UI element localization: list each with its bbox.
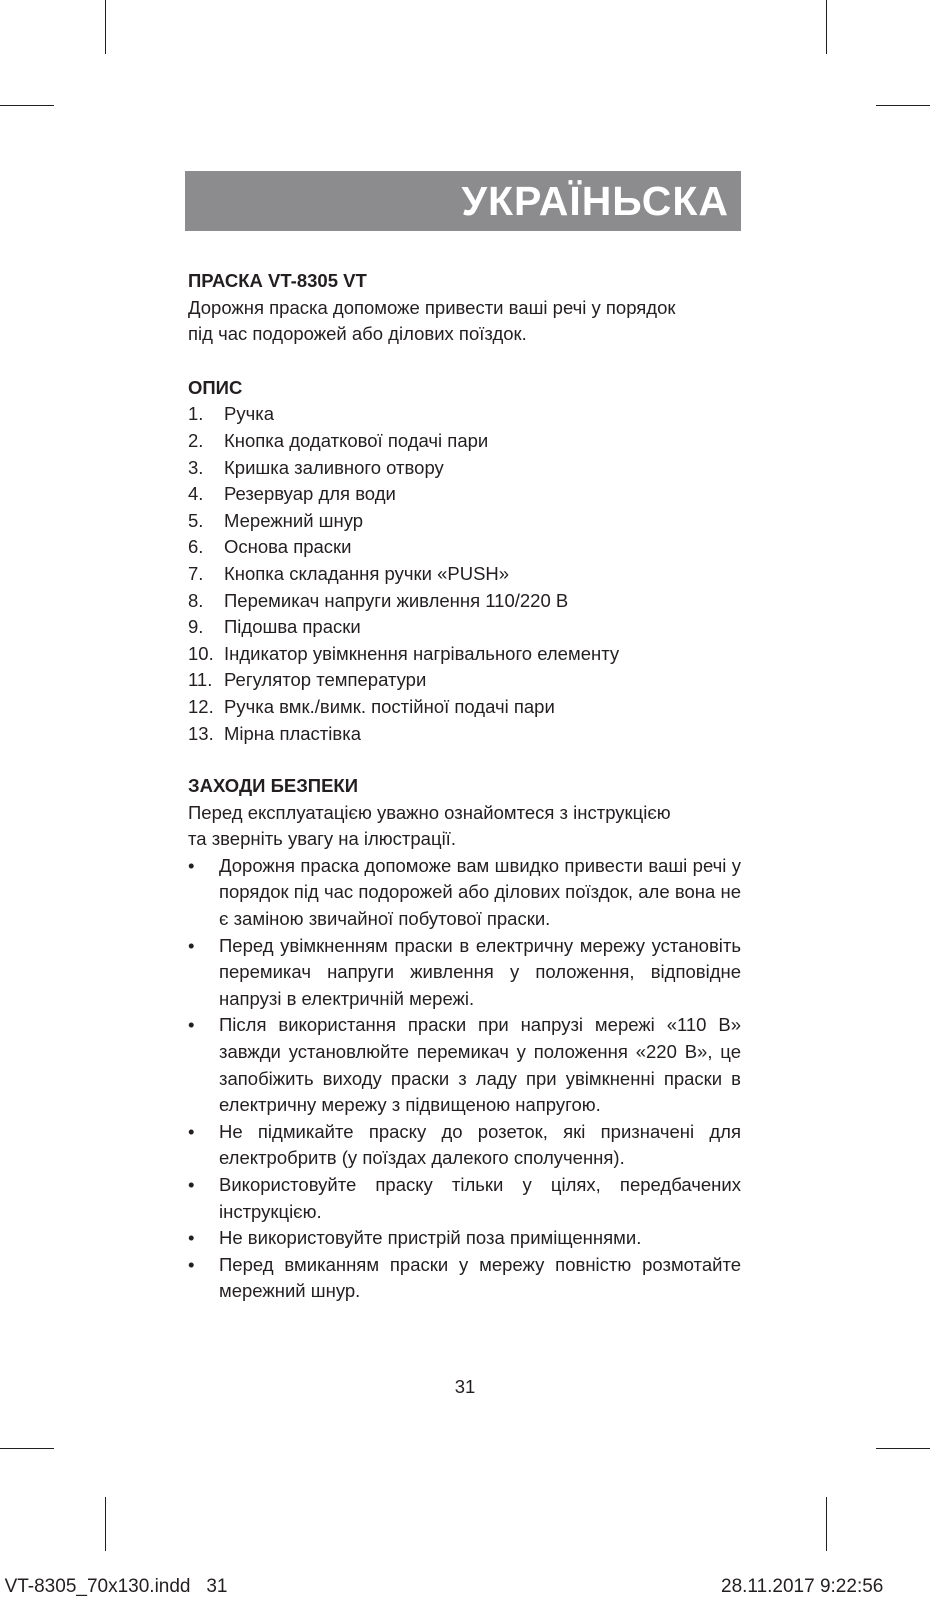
intro-line: під час подорожей або ділових поїздок. [188,323,527,345]
bullet-icon: • [188,1174,195,1195]
parts-list [188,401,741,747]
bullet-icon: • [188,854,195,876]
part-item [188,667,741,694]
product-title: ПРАСКА VT-8305 VT [188,270,367,291]
part-item [188,508,741,535]
part-label: Регулятор температури [224,669,427,691]
language-title: УКРАЇНЬСКА [461,177,729,224]
bullet-icon: • [188,1227,195,1249]
safety-bullet-text: Не підмикайте праску до розеток, які призначені для електробритв (у поїздах далекого сполучення). [219,1120,741,1169]
safety-bullet-text: Використовуйте праску тільки у цілях, передбачених інструкцією. [219,1174,741,1222]
safety-bullet [188,1225,741,1252]
part-item [188,588,741,615]
crop-mark [826,0,827,54]
language-banner [185,171,741,231]
part-item [188,428,741,455]
safety-intro-line: та зверніть увагу на ілюстрації. [188,828,456,850]
safety-bullet-text: Перед вмиканням праски у мережу повністю розмотайте мережний шнур. [219,1253,741,1302]
part-number: 8. [188,589,204,611]
safety-bullet [188,1012,741,1118]
crop-mark [0,105,54,106]
safety-bullet [188,1119,741,1172]
part-item [188,614,741,641]
part-item [188,455,741,482]
bullet-icon: • [188,1120,195,1142]
part-item [188,481,741,508]
safety-intro-line: Перед експлуатацією уважно ознайомтеся з інструкцією [188,801,671,823]
page-number: 31 [454,1376,476,1397]
page-content [188,268,741,1305]
part-item [188,694,741,721]
slug-file-name: VT-8305_70x130.indd 31 [4,1576,228,1597]
product-intro [188,295,741,348]
part-label: Індикатор увімкнення нагрівального елементу [224,642,620,664]
safety-title: ЗАХОДИ БЕЗПЕКИ [188,775,359,797]
slug-file [0,1576,227,1598]
bullet-icon: • [188,1253,195,1275]
safety-bullet [188,1172,741,1225]
slug-date: 28.11.2017 9:22:56 [721,1576,884,1597]
safety-intro [188,800,741,853]
crop-mark [876,105,930,106]
safety-bullet-text: Не використовуйте пристрій поза приміщеннями. [219,1227,642,1249]
part-item [188,641,741,668]
part-label: Ручка [224,403,275,425]
safety-bullet-text: Дорожня праска допоможе вам швидко привести ваші речі у порядок під час подорожей або ділових поїздок, але вона не є заміною звичайної побутової праски. [219,854,741,930]
part-number: 6. [188,536,204,558]
crop-mark [0,1448,54,1449]
crop-mark [105,0,106,54]
part-number: 10. [188,642,214,664]
part-number: 9. [188,616,204,638]
safety-bullet-text: Після використання праски при напрузі мережі «110 В» завжди установлюйте перемикач у положення «220 В», це запобіжить виходу праски з ладу при увімкненні праски в електричну мережу з підвищеною напругою. [219,1014,741,1116]
safety-bullet [188,853,741,933]
part-label: Кнопка додаткової подачі пари [224,429,489,451]
bullet-icon: • [188,1014,195,1036]
crop-mark [826,1497,827,1551]
safety-bullet-text: Перед увімкненням праски в електричну мережу установіть перемикач напруги живлення у положення, відповідне напрузі в електричній мережі. [219,934,741,1009]
part-label: Основа праски [224,536,352,558]
part-label: Резервуар для води [224,483,396,505]
part-number: 1. [188,403,204,425]
bullet-icon: • [188,934,195,956]
part-label: Підошва праски [224,616,361,638]
part-number: 13. [188,722,214,744]
part-number: 2. [188,429,204,451]
crop-mark [105,1497,106,1551]
part-label: Кришка заливного отвору [224,456,444,478]
part-number: 4. [188,483,204,505]
part-item [188,561,741,588]
safety-bullet [188,933,741,1013]
crop-mark [876,1448,930,1449]
part-number: 12. [188,695,214,717]
part-item [188,534,741,561]
safety-list [188,853,741,1305]
part-label: Мережний шнур [224,509,364,531]
part-label: Перемикач напруги живлення 110/220 В [224,589,569,611]
part-number: 5. [188,509,204,531]
part-label: Кнопка складання ручки «PUSH» [224,562,510,584]
part-item [188,401,741,428]
safety-bullet [188,1252,741,1305]
part-number: 11. [188,669,213,691]
intro-line: Дорожня праска допоможе привести ваші речі у порядок [188,296,676,318]
part-label: Ручка вмк./вимк. постійної подачі пари [224,695,555,717]
description-title: ОПИС [188,376,243,398]
part-label: Мірна пластівка [224,722,362,744]
part-number: 7. [188,562,204,584]
part-number: 3. [188,456,204,478]
part-item [188,721,741,748]
